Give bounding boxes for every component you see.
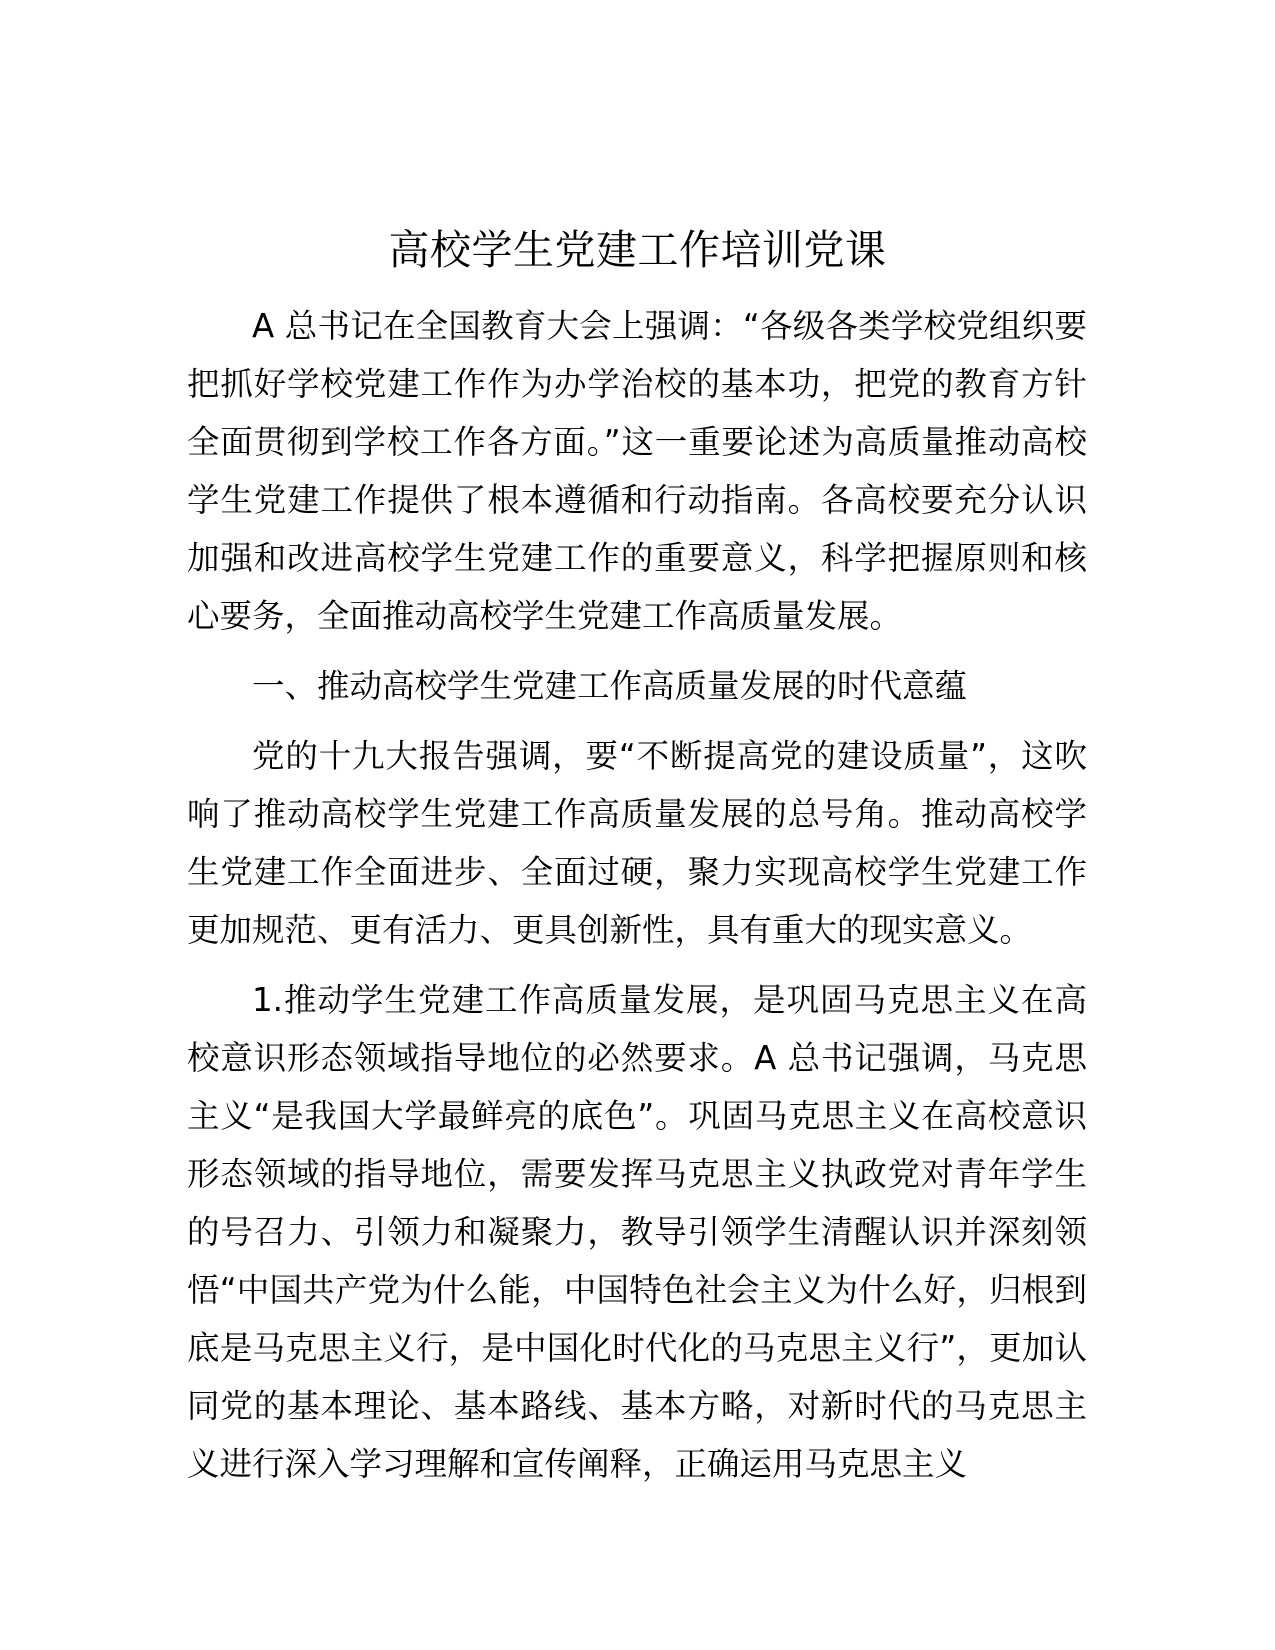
section-heading: 一、推动高校学生党建工作高质量发展的时代意蕴	[252, 667, 968, 705]
paragraph-section-intro: 党的十九大报告强调，要“不断提高党的建设质量”，这吹响了推动高校学生党建工作高质量发展的总号角。推动高校学生党建工作全面进步、全面过硬，聚力实现高校学生党建工作更加规范、更有活力、更具创新性，具有重大的现实意义。	[187, 737, 1087, 949]
document-body	[187, 297, 1087, 1505]
paragraph-intro: A 总书记在全国教育大会上强调：“各级各类学校党组织要把抓好学校党建工作作为办学治校的基本功，把党的教育方针全面贯彻到学校工作各方面。”这一重要论述为高质量推动高校学生党建工作提供了根本遵循和行动指南。各高校要充分认识加强和改进高校学生党建工作的重要意义，科学把握原则和核心要务，全面推动高校学生党建工作高质量发展。	[187, 307, 1087, 635]
paragraph-point-1: 1.推动学生党建工作高质量发展，是巩固马克思主义在高校意识形态领域指导地位的必然要求。A 总书记强调，马克思主义“是我国大学最鲜亮的底色”。巩固马克思主义在高校意识形态领域的指导地位，需要发挥马克思主义执政党对青年学生的号召力、引领力和凝聚力，教导引领学生清醒认识并深刻领悟“中国共产党为什么能，中国特色社会主义为什么好，归根到底是马克思主义行，是中国化时代化的马克思主义行”，更加认同党的基本理论、基本路线、基本方略，对新时代的马克思主义进行深入学习理解和宣传阐释，正确运用马克思主义	[187, 981, 1087, 1483]
page-title: 高校学生党建工作培训党课	[388, 226, 887, 274]
